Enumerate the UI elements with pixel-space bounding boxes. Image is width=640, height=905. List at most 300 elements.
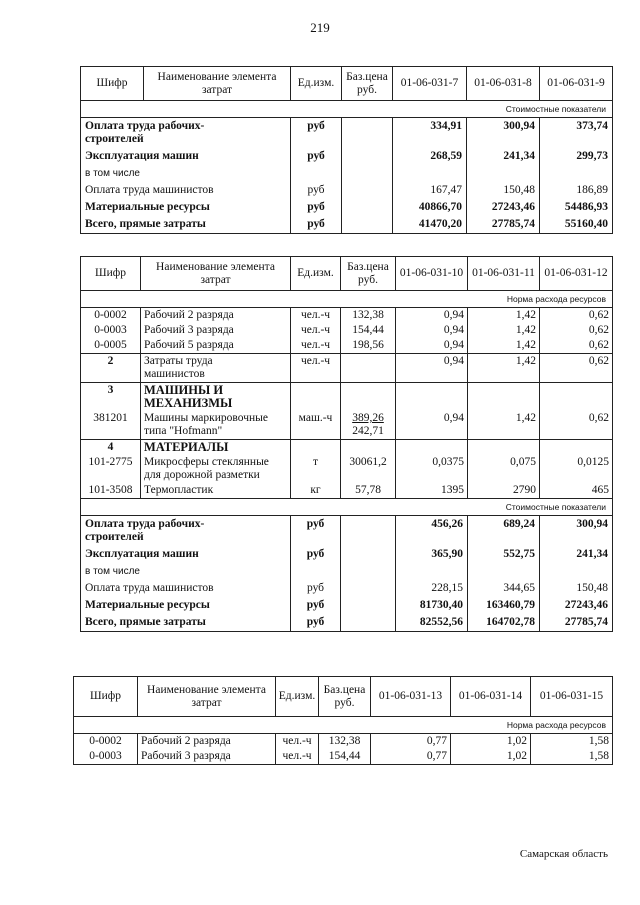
cell-text: Эксплуатация машин	[85, 548, 199, 560]
cell-text: МАШИНЫ И	[144, 383, 224, 397]
unit	[276, 749, 319, 765]
cell-text: 0-0005	[94, 339, 127, 351]
table-row	[81, 411, 613, 440]
value	[468, 455, 540, 483]
value	[540, 483, 613, 499]
column-header: 01-06-031-13	[371, 677, 451, 717]
cell-text: Термопластик	[144, 484, 214, 496]
value	[393, 182, 467, 199]
section-title: Стоимостные показатели	[81, 101, 613, 118]
cell-text: 0,62	[588, 412, 609, 424]
row-name	[138, 749, 276, 765]
row-name	[141, 383, 291, 412]
value	[393, 148, 467, 165]
section-title: Норма расхода ресурсов	[81, 291, 613, 308]
page-number: 219	[310, 20, 330, 35]
row-name	[141, 440, 291, 456]
cell-text: 154,44	[352, 324, 384, 336]
cell-text: 132,38	[328, 735, 361, 747]
value	[468, 580, 540, 597]
value	[531, 749, 613, 765]
value	[396, 546, 468, 563]
unit	[291, 597, 341, 614]
unit	[291, 216, 342, 234]
column-header: 01-06-031-10	[396, 257, 468, 291]
unit	[291, 455, 341, 483]
unit	[291, 440, 341, 456]
column-header: Наименование элемента затрат	[138, 677, 276, 717]
cell-text: 30061,2	[349, 456, 387, 468]
value	[396, 516, 468, 547]
cell-text: 150,48	[576, 582, 608, 594]
code	[81, 483, 141, 499]
base-price	[341, 354, 396, 383]
value	[396, 455, 468, 483]
base-price	[342, 199, 393, 216]
column-header: 01-06-031-12	[540, 257, 613, 291]
value	[396, 580, 468, 597]
cell-text: Микросферы стеклянные	[144, 456, 269, 468]
value	[467, 118, 540, 149]
cell-text: 0,075	[510, 456, 536, 468]
table-row	[81, 440, 613, 456]
cell-text: 1,02	[506, 750, 527, 762]
value	[467, 216, 540, 234]
unit	[291, 383, 341, 412]
value	[396, 483, 468, 499]
cell-text: чел.-ч	[300, 355, 331, 367]
value	[468, 338, 540, 354]
cell-text: 163460,79	[486, 599, 535, 611]
cost-table-1	[80, 66, 613, 234]
cell-text: 0,62	[588, 309, 609, 321]
cell-text: машинистов	[144, 368, 205, 380]
base-price	[342, 216, 393, 234]
value	[468, 516, 540, 547]
base-price	[341, 563, 396, 580]
value	[468, 440, 540, 456]
value	[540, 308, 613, 324]
row-name	[141, 354, 291, 383]
unit	[291, 483, 341, 499]
unit	[291, 516, 341, 547]
table-row	[81, 483, 613, 499]
cell-text: Всего, прямые затраты	[85, 616, 206, 628]
value	[468, 483, 540, 499]
column-header: Ед.изм.	[291, 257, 341, 291]
value	[468, 563, 540, 580]
cell-text: 0,62	[588, 324, 609, 336]
value	[540, 199, 613, 216]
base-price	[341, 338, 396, 354]
row-name	[81, 182, 291, 199]
column-header: Баз.цена руб.	[342, 67, 393, 101]
cell-text: МЕХАНИЗМЫ	[144, 396, 233, 410]
cell-text: 0-0003	[89, 750, 122, 762]
base-price	[341, 440, 396, 456]
table-row	[81, 354, 613, 383]
value	[371, 734, 451, 750]
value	[451, 734, 531, 750]
column-header: 01-06-031-14	[451, 677, 531, 717]
code	[74, 734, 138, 750]
value	[468, 597, 540, 614]
value	[396, 411, 468, 440]
value	[371, 749, 451, 765]
column-header: 01-06-031-7	[393, 67, 467, 101]
value	[396, 614, 468, 632]
base-price	[342, 148, 393, 165]
code	[74, 749, 138, 765]
unit	[291, 411, 341, 440]
cell-text: руб	[306, 599, 325, 611]
unit	[291, 182, 342, 199]
code	[81, 323, 141, 338]
cell-text: 241,34	[576, 548, 608, 560]
cell-text: 381201	[93, 412, 128, 424]
value	[540, 614, 613, 632]
cell-text: 0-0002	[89, 735, 122, 747]
table-row	[81, 118, 613, 149]
cell-text: 0,62	[588, 339, 609, 351]
table-row	[81, 338, 613, 354]
value	[540, 323, 613, 338]
cell-text: Рабочий 5 разряда	[144, 339, 234, 351]
code	[81, 308, 141, 324]
cell-text: 57,78	[355, 484, 381, 496]
value	[468, 354, 540, 383]
cell-text: Рабочий 2 разряда	[141, 735, 231, 747]
cell-text: руб	[306, 518, 325, 530]
cell-text: 1,42	[515, 412, 536, 424]
cell-text: 365,90	[431, 548, 463, 560]
value	[540, 455, 613, 483]
value	[540, 338, 613, 354]
unit	[291, 580, 341, 597]
cell-text: 299,73	[576, 150, 608, 162]
cell-text: 1,02	[506, 735, 527, 747]
value	[540, 516, 613, 547]
value	[468, 308, 540, 324]
cell-text: чел.-ч	[300, 339, 331, 351]
column-header: Шифр	[74, 677, 138, 717]
cell-text: 4	[107, 441, 114, 453]
code	[81, 338, 141, 354]
row-name	[81, 516, 291, 547]
cell-text: Оплата труда машинистов	[85, 184, 214, 196]
cell-text: чел.-ч	[282, 735, 312, 747]
section-title-row	[81, 499, 613, 516]
table-row	[81, 182, 613, 199]
value	[468, 323, 540, 338]
cell-text: строителей	[85, 133, 144, 145]
cell-text: типа "Hofmann"	[144, 425, 223, 437]
cell-text: 154,44	[328, 750, 361, 762]
table-row	[81, 199, 613, 216]
cell-text: 334,91	[430, 120, 462, 132]
base-price	[341, 411, 396, 440]
column-header: Ед.изм.	[276, 677, 319, 717]
cell-text: строителей	[85, 531, 144, 543]
code	[81, 440, 141, 456]
column-header: 01-06-031-11	[468, 257, 540, 291]
cell-text: 0,94	[443, 309, 464, 321]
base-price	[341, 597, 396, 614]
column-header: Наименование элемента затрат	[141, 257, 291, 291]
value	[468, 411, 540, 440]
cell-text: Оплата труда рабочих-	[85, 120, 205, 132]
cell-text: 186,89	[576, 184, 608, 196]
row-name	[141, 308, 291, 324]
cell-text: 373,74	[576, 120, 608, 132]
value	[396, 597, 468, 614]
table-row	[81, 455, 613, 483]
unit	[291, 308, 341, 324]
value	[396, 440, 468, 456]
base-price	[342, 165, 393, 182]
cell-text: 0,77	[426, 735, 447, 747]
table-row	[81, 216, 613, 234]
base-price	[341, 383, 396, 412]
value	[467, 182, 540, 199]
table-row	[81, 323, 613, 338]
base-price	[342, 182, 393, 199]
cell-text: 101-2775	[88, 456, 133, 468]
cell-text: для дорожной разметки	[144, 469, 260, 481]
value	[540, 182, 613, 199]
value	[451, 749, 531, 765]
cell-text: 101-3508	[88, 484, 133, 496]
value	[540, 165, 613, 182]
cell-text: 1,42	[515, 339, 536, 351]
cell-text: 1395	[441, 484, 464, 496]
column-header: Шифр	[81, 257, 141, 291]
row-name	[141, 411, 291, 440]
value	[393, 165, 467, 182]
value	[540, 546, 613, 563]
value	[540, 597, 613, 614]
column-header: Баз.цена руб.	[341, 257, 396, 291]
value	[468, 383, 540, 412]
cell-text: 55160,40	[564, 218, 608, 230]
value	[467, 148, 540, 165]
row-name	[81, 199, 291, 216]
base-price	[319, 734, 371, 750]
cell-text: чел.-ч	[300, 324, 331, 336]
value	[393, 216, 467, 234]
cell-text: 40866,70	[418, 201, 462, 213]
section-title-row	[81, 291, 613, 308]
section-title-row	[81, 101, 613, 118]
cell-text: руб	[306, 548, 325, 560]
cell-text: 465	[591, 484, 609, 496]
cell-text: 0,94	[443, 355, 464, 367]
cell-text: 389,26	[352, 412, 384, 424]
code	[81, 455, 141, 483]
column-header: Баз.цена руб.	[319, 677, 371, 717]
unit	[291, 546, 341, 563]
cell-text: 150,48	[503, 184, 535, 196]
cell-text: чел.-ч	[282, 750, 312, 762]
cell-text: 164702,78	[486, 616, 535, 628]
unit	[291, 118, 342, 149]
value	[468, 546, 540, 563]
cell-text: 0-0002	[94, 309, 127, 321]
cell-text: 268,59	[430, 150, 462, 162]
row-name	[141, 323, 291, 338]
code	[81, 354, 141, 383]
cell-text: 0-0003	[94, 324, 127, 336]
table-row	[81, 165, 613, 182]
column-header: Наименование элемента затрат	[144, 67, 291, 101]
table-row	[74, 749, 613, 765]
unit	[276, 734, 319, 750]
unit	[291, 165, 342, 182]
code	[81, 411, 141, 440]
value	[396, 308, 468, 324]
cell-text: Рабочий 3 разряда	[141, 750, 231, 762]
row-name	[81, 563, 291, 580]
value	[540, 411, 613, 440]
cell-text: руб	[307, 184, 325, 196]
value	[540, 383, 613, 412]
base-price	[341, 516, 396, 547]
cell-text: т	[312, 456, 319, 468]
table-row	[81, 597, 613, 614]
cell-text: Всего, прямые затраты	[85, 218, 206, 230]
cell-text: в том числе	[85, 168, 140, 179]
value	[531, 734, 613, 750]
cell-text: 228,15	[431, 582, 463, 594]
value	[540, 563, 613, 580]
cost-table-2	[80, 256, 613, 632]
cell-text: 198,56	[352, 339, 384, 351]
column-header: Ед.изм.	[291, 67, 342, 101]
cell-text: 0,94	[443, 412, 464, 424]
section-title: Норма расхода ресурсов	[74, 717, 613, 734]
base-price	[341, 483, 396, 499]
cell-text: 456,26	[431, 518, 463, 530]
cell-text: в том числе	[85, 566, 140, 577]
row-name	[81, 148, 291, 165]
cell-text: руб	[307, 201, 325, 213]
cell-text: руб	[306, 616, 325, 628]
value	[467, 165, 540, 182]
cell-text: Оплата труда рабочих-	[85, 518, 205, 530]
cell-text: Рабочий 3 разряда	[144, 324, 234, 336]
cell-text: МАТЕРИАЛЫ	[144, 440, 229, 454]
cell-text: 27243,46	[491, 201, 535, 213]
row-name	[81, 118, 291, 149]
cell-text: Машины маркировочные	[144, 412, 268, 424]
cell-text: руб	[307, 218, 325, 230]
cell-text: чел.-ч	[300, 309, 331, 321]
value	[540, 580, 613, 597]
unit	[291, 354, 341, 383]
value	[393, 118, 467, 149]
cell-text: 1,58	[588, 750, 609, 762]
cell-text: 0,94	[443, 324, 464, 336]
cell-text: 54486,93	[564, 201, 608, 213]
cell-text: 41470,20	[418, 218, 462, 230]
base-price	[341, 455, 396, 483]
cell-text: 300,94	[503, 120, 535, 132]
unit	[291, 199, 342, 216]
value	[396, 338, 468, 354]
cell-text: 0,62	[588, 355, 609, 367]
value	[396, 323, 468, 338]
cell-text: 1,58	[588, 735, 609, 747]
cell-text: 1,42	[515, 355, 536, 367]
cell-text: маш.-ч	[298, 412, 333, 424]
cell-text: 0,0375	[432, 456, 464, 468]
cell-text: 2790	[513, 484, 536, 496]
cell-text: 300,94	[576, 518, 608, 530]
cell-text: кг	[310, 484, 321, 496]
cell-text: 2	[107, 355, 114, 367]
cell-text: Материальные ресурсы	[85, 201, 210, 213]
row-name	[141, 338, 291, 354]
cell-text: Эксплуатация машин	[85, 150, 199, 162]
value	[468, 614, 540, 632]
table-row	[74, 734, 613, 750]
unit	[291, 148, 342, 165]
value	[396, 383, 468, 412]
table-row	[81, 546, 613, 563]
section-title-row	[74, 717, 613, 734]
value	[540, 354, 613, 383]
table-row	[81, 516, 613, 547]
column-header: 01-06-031-9	[540, 67, 613, 101]
row-name	[81, 580, 291, 597]
cell-text: 344,65	[503, 582, 535, 594]
cell-text: 167,47	[430, 184, 462, 196]
header-row	[74, 677, 613, 717]
row-name	[81, 546, 291, 563]
base-price	[341, 614, 396, 632]
row-name	[81, 614, 291, 632]
column-header: 01-06-031-15	[531, 677, 613, 717]
base-price	[341, 580, 396, 597]
value	[467, 199, 540, 216]
table-row	[81, 308, 613, 324]
cell-text: 552,75	[503, 548, 535, 560]
cell-text: 0,0125	[577, 456, 609, 468]
cell-text: Оплата труда машинистов	[85, 582, 214, 594]
cell-text: 241,34	[503, 150, 535, 162]
table-row	[81, 563, 613, 580]
base-price	[341, 308, 396, 324]
cell-text: Затраты труда	[144, 355, 213, 367]
cell-text: 27785,74	[491, 218, 535, 230]
cell-text: руб	[307, 150, 325, 162]
row-name	[81, 216, 291, 234]
column-header: 01-06-031-8	[467, 67, 540, 101]
table-row	[81, 383, 613, 412]
unit	[291, 563, 341, 580]
cell-text: Рабочий 2 разряда	[144, 309, 234, 321]
cell-text: руб	[306, 582, 325, 594]
header-row	[81, 67, 613, 101]
section-title: Стоимостные показатели	[81, 499, 613, 516]
cell-text: 27785,74	[564, 616, 608, 628]
code	[81, 383, 141, 412]
unit	[291, 338, 341, 354]
row-name	[81, 165, 291, 182]
value	[540, 440, 613, 456]
cell-text: Материальные ресурсы	[85, 599, 210, 611]
table-row	[81, 580, 613, 597]
